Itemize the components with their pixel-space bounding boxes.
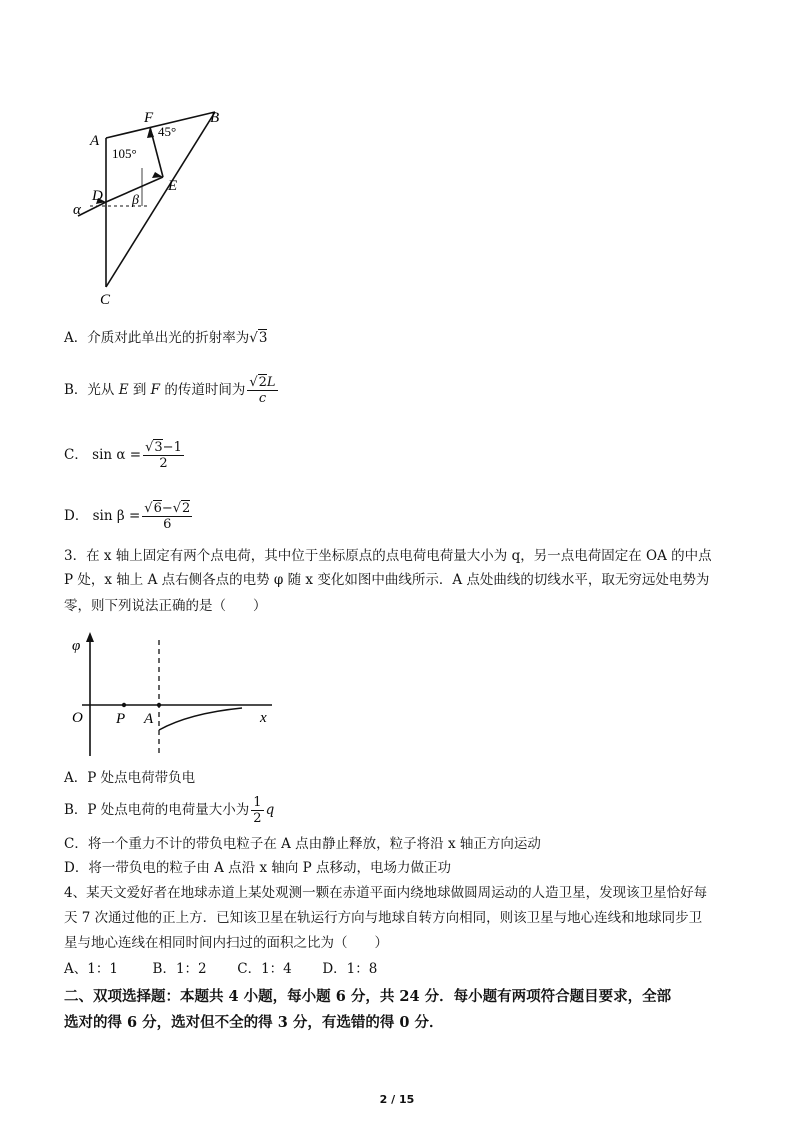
section-2-heading-line-1: 二、双项选择题：本题共 4 小题，每小题 6 分，共 24 分．每小题有两项符合题目要求，全部 (64, 988, 672, 1005)
fraction: $\frac{√2L}{c}$ (249, 375, 276, 406)
q3-line-2: P 处，x 轴上 A 点右侧各点的电势 φ 随 x 变化如图中曲线所示．A 点处曲线的切线水平，取无穷远处电势为 (64, 572, 710, 588)
q2-option-d: D． sin β = $\frac{√6-√2}{6}$ (64, 501, 191, 532)
fraction: $\frac{√3-1}{2}$ (145, 440, 182, 471)
x-label: x (260, 710, 267, 726)
label-f: F (144, 110, 154, 126)
fraction: $\frac{1}{2}$ (253, 795, 262, 826)
label-c: C (100, 292, 111, 307)
page-number: 2 / 15 (379, 1093, 415, 1106)
phi-label: φ (72, 638, 81, 654)
q3-option-d: D．将一带负电的粒子由 A 点沿 x 轴向 P 点移动，电场力做正功 (64, 860, 452, 876)
q4-option-a: A、1：1 (64, 961, 118, 977)
q3-option-b: B．P 处点电荷的电荷量大小为 $\frac{1}{2}$ q (64, 795, 275, 826)
label-b: B (210, 110, 220, 126)
angle-105: 105° (112, 146, 137, 161)
label-a: A (90, 133, 100, 149)
q2-option-b: B．光从 E 到 F 的传道时间为 $\frac{√2L}{c}$ (64, 375, 276, 406)
origin-label: O (72, 710, 83, 726)
q4-options (64, 959, 377, 979)
phi-arrow (86, 632, 94, 642)
q4-option-b: B．1：2 (152, 961, 207, 977)
q4-line-3: 星与地心连线在相同时间内扫过的面积之比为（ ） (64, 935, 388, 951)
q4-option-c: C．1：4 (237, 961, 292, 977)
q4-option-d: D．1：8 (322, 961, 378, 977)
fraction: $\frac{√6-√2}{6}$ (144, 501, 191, 532)
potential-curve (159, 708, 242, 730)
q4-line-2: 天 7 次通过他的正上方．已知该卫星在轨运行方向与地球自转方向相同，则该卫星与地心连线和地球同步卫 (64, 910, 703, 926)
p-label: P (116, 711, 126, 727)
label-e: E (168, 178, 178, 194)
angle-45: 45° (158, 124, 177, 139)
a-label: A (144, 711, 154, 727)
label-d: D (92, 188, 103, 204)
q3-option-c: C．将一个重力不计的带负电粒子在 A 点由静止释放，粒子将沿 x 轴正方向运动 (64, 836, 541, 852)
point-a (157, 703, 161, 707)
potential-graph (62, 630, 292, 760)
incident-ray (78, 202, 106, 216)
label-alpha: α (73, 202, 81, 218)
q4-line-1: 4、某天文爱好者在地球赤道上某处观测一颗在赤道平面内绕地球做圆周运动的人造卫星，发现该卫星恰好每 (64, 885, 708, 901)
q3-option-a: A．P 处点电荷带负电 (64, 770, 196, 786)
prism-diagram (70, 102, 240, 307)
point-p (122, 703, 126, 707)
label-beta: β (132, 193, 139, 208)
q3-line-1: 3．在 x 轴上固定有两个点电荷，其中位于坐标原点的点电荷电荷量大小为 q，另一点电荷固定在 OA 的中点 (64, 548, 712, 564)
q3-line-3: 零，则下列说法正确的是（ ） (64, 598, 267, 614)
section-2-heading-line-2: 选对的得 6 分，选对但不全的得 3 分，有选错的得 0 分． (64, 1014, 444, 1031)
q2-option-a: A．介质对此单出光的折射率为√3 (64, 330, 268, 346)
q2-option-c: C． sin α = $\frac{√3-1}{2}$ (64, 440, 182, 471)
